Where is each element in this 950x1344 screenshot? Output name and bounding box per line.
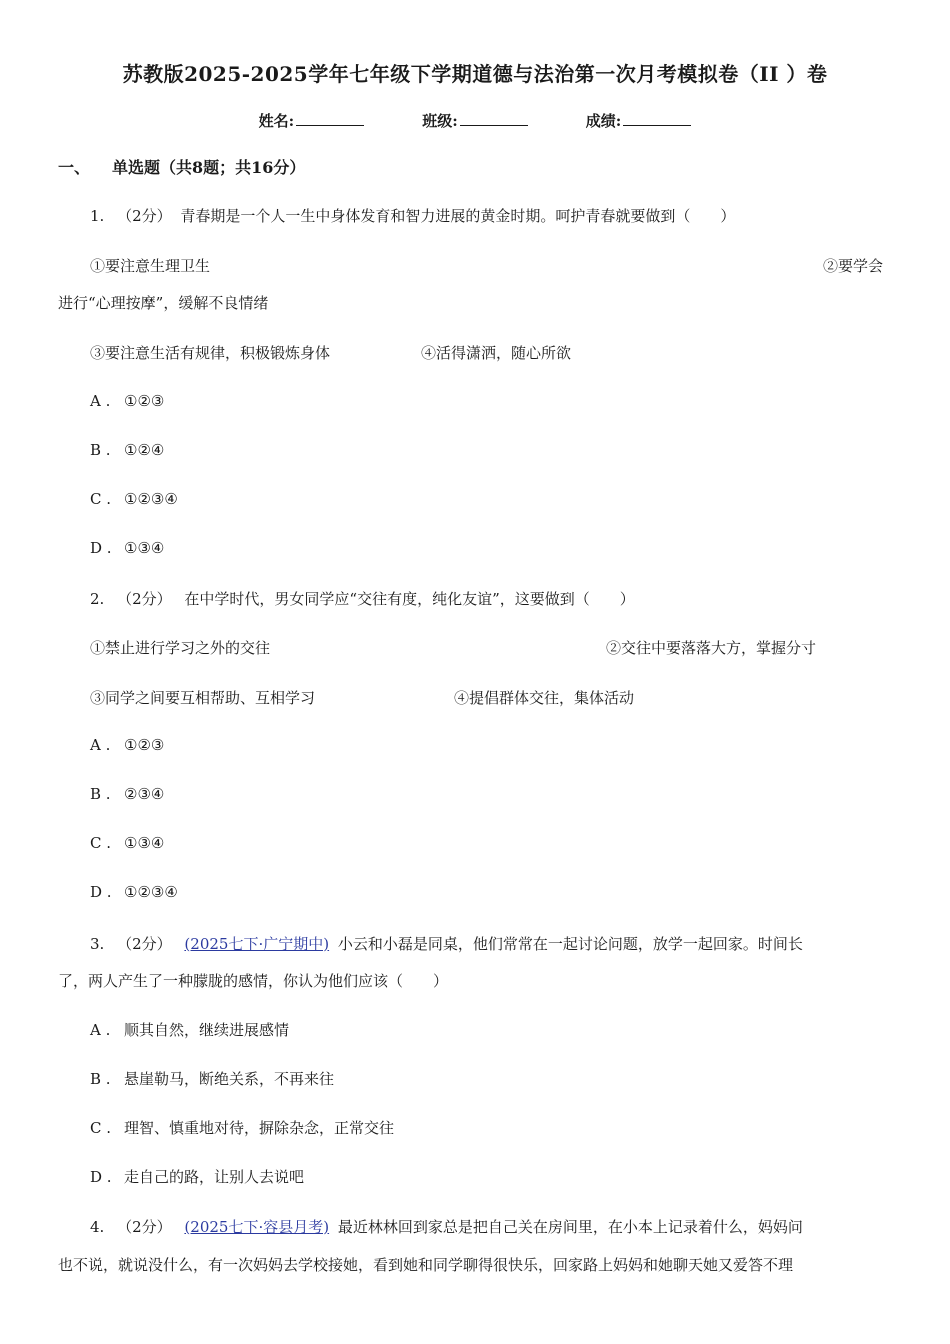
- answer-option-d[interactable]: [90, 1166, 304, 1187]
- option-label: A .: [90, 1021, 111, 1039]
- class-label: 班级:: [422, 112, 458, 130]
- option-text: ①②③④: [124, 490, 178, 508]
- option-label: B .: [90, 1070, 111, 1088]
- exam-title: 苏教版2025-2025学年七年级下学期道德与法治第一次月考模拟卷（II ）卷: [122, 62, 828, 86]
- answer-option-a[interactable]: [90, 392, 164, 410]
- class-field: [422, 110, 528, 131]
- question-score: （2分）: [117, 590, 172, 608]
- question-text: 在中学时代，男女同学应“交往有度，纯化友谊”，这要做到（ ）: [184, 590, 635, 608]
- statement-item: ③要注意生活有规律，积极锻炼身体: [90, 344, 331, 362]
- statement-item: ①禁止进行学习之外的交往: [90, 639, 271, 657]
- answer-option-c[interactable]: [90, 1117, 394, 1138]
- question-source-link[interactable]: (2025七下·广宁期中): [184, 935, 330, 953]
- question-number: 3.: [90, 935, 105, 953]
- option-label: A .: [90, 392, 111, 410]
- score-field: [586, 110, 692, 131]
- option-text: ①③④: [124, 539, 165, 557]
- option-text: 顺其自然，继续进展感情: [124, 1021, 290, 1039]
- answer-option-c[interactable]: [90, 490, 178, 508]
- answer-option-c[interactable]: [90, 834, 164, 852]
- question-text: 最近林林回到家总是把自己关在房间里，在小本上记录着什么，妈妈问: [337, 1218, 803, 1236]
- option-label: A .: [90, 736, 111, 754]
- statement-item: ④提倡群体交往，集体活动: [454, 689, 635, 707]
- option-text: ①③④: [124, 834, 165, 852]
- question-number: 1.: [90, 207, 105, 225]
- option-label: C .: [90, 834, 112, 852]
- statement-item: ④活得潇洒，随心所欲: [421, 344, 572, 362]
- score-blank: [623, 111, 691, 126]
- question-3-stem: [90, 933, 803, 954]
- option-text: ①②④: [124, 441, 165, 459]
- answer-option-a[interactable]: [90, 1019, 289, 1040]
- section-title: 单选题（共8题；共16分）: [112, 158, 306, 177]
- question-text: 小云和小磊是同桌，他们常常在一起讨论问题，放学一起回家。时间长: [337, 935, 803, 953]
- option-label: D .: [90, 1168, 112, 1186]
- score-label: 成绩:: [585, 112, 622, 130]
- option-text: 走自己的路，让别人去说吧: [124, 1168, 305, 1186]
- statement-item: ①要注意生理卫生: [90, 257, 211, 275]
- option-label: C .: [90, 490, 112, 508]
- answer-option-b[interactable]: [90, 785, 164, 803]
- option-text: ②③④: [124, 785, 165, 803]
- student-info-row: [0, 110, 950, 131]
- section-heading: [58, 155, 305, 178]
- question-text-continued: 也不说，就说没什么，有一次妈妈去学校接她，看到她和同学聊得很快乐，回家路上妈妈和她聊天她又爱答不理: [58, 1256, 794, 1274]
- answer-option-d[interactable]: [90, 539, 164, 557]
- option-label: D .: [90, 883, 112, 901]
- answer-option-b[interactable]: [90, 441, 164, 459]
- answer-option-d[interactable]: [90, 883, 178, 901]
- answer-option-b[interactable]: [90, 1068, 334, 1089]
- name-label: 姓名:: [258, 112, 295, 130]
- option-label: D .: [90, 539, 112, 557]
- question-2-stem: [90, 588, 635, 609]
- section-number: 一、: [58, 158, 91, 177]
- answer-option-a[interactable]: [90, 736, 164, 754]
- class-blank: [460, 111, 528, 126]
- question-number: 4.: [90, 1218, 105, 1236]
- option-text: ①②③: [124, 392, 165, 410]
- name-field: [259, 110, 365, 131]
- option-text: 理智、慎重地对待，摒除杂念，正常交往: [124, 1119, 395, 1137]
- statement-item-continued: 进行“心理按摩”，缓解不良情绪: [58, 294, 269, 312]
- option-text: ①②③④: [124, 883, 178, 901]
- question-score: （2分）: [117, 935, 172, 953]
- option-label: B .: [90, 785, 111, 803]
- statement-item: ③同学之间要互相帮助、互相学习: [90, 689, 316, 707]
- question-source-link[interactable]: (2025七下·容县月考): [184, 1218, 330, 1236]
- question-1-stem: [90, 205, 735, 226]
- option-label: B .: [90, 441, 111, 459]
- question-number: 2.: [90, 590, 105, 608]
- name-blank: [296, 111, 364, 126]
- statement-item: ②交往中要落落大方，掌握分寸: [606, 639, 817, 657]
- question-4-stem: [90, 1216, 803, 1237]
- question-text: 青春期是一个人一生中身体发育和智力进展的黄金时期。呵护青春就要做到（ ）: [180, 207, 736, 225]
- question-score: （2分）: [117, 207, 172, 225]
- question-text-continued: 了，两人产生了一种朦胧的感情，你认为他们应该（ ）: [58, 972, 449, 990]
- option-label: C .: [90, 1119, 112, 1137]
- option-text: ①②③: [124, 736, 165, 754]
- question-score: （2分）: [117, 1218, 172, 1236]
- option-text: 悬崖勒马，断绝关系，不再来往: [124, 1070, 335, 1088]
- statement-item: ②要学会: [823, 257, 884, 275]
